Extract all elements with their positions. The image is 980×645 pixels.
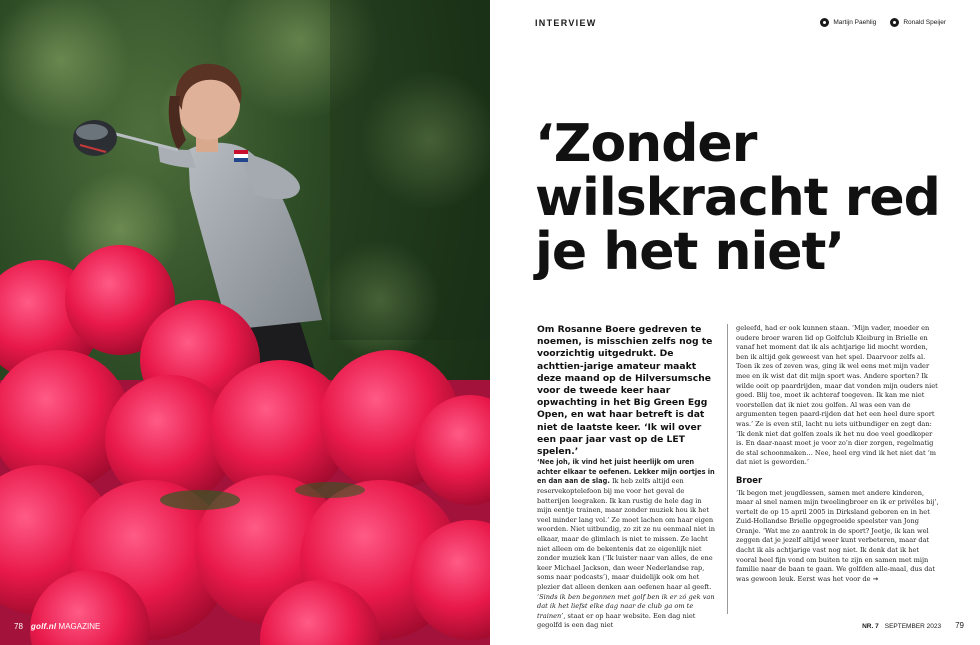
body-paragraph-right-2 [736, 489, 939, 585]
page-number-left: 78 [14, 622, 23, 631]
text-column-left [537, 324, 715, 631]
section-kicker: INTERVIEW [535, 18, 597, 28]
left-page-footer [14, 622, 100, 631]
body-paragraph-left [537, 458, 715, 631]
issue-number: NR. 7 [862, 623, 879, 630]
right-page-footer [862, 621, 964, 630]
article-credits [820, 18, 946, 27]
body-opening: ‘Nee joh, ik vind het juist heerlijk om uren achter elkaar te oefenen. Lekker mijn oortjes in en dan aan de slag. [537, 458, 715, 486]
body-text-right-2: ‘Ik begon met jeugdlessen, samen met andere kinderen, maar al snel namen mijn tweelingbroer en ik er privéles bij’, vertelt de op 15 april 2005 in Dirksland geboren en in het Zuid-Hollandse Brielle opgegroeide speelster van Jong Oranje. ‘Wat me zo aantrok in de sport? Jeetje, ik kan wel zeggen dat je jezelf altijd weer kunt verbeteren, maar dat dacht ik als achtjarige vast nog niet. Ik denk dat ik het vooral heel fijn vond om buiten te zijn en samen met mijn familie naar de baan te gaan. We golfden alle-maal, dus dat was gewoon leuk. Eerst was het voor de [736, 488, 939, 583]
credit-photographer [890, 18, 946, 27]
magazine-brand: golf.nl [30, 622, 57, 631]
website-quote: ‘Sinds ik ben begonnen met golf ben ik er zó gek van dat ik het liefst elke dag naar de club ga om te trainen’ [537, 592, 715, 620]
article-lead: Om Rosanne Boere gedreven te noemen, is misschien zelfs nog te voorzichtig uitgedrukt. De achttien-jarige amateur maakt deze maand op de Hilversumsche voor de tweede keer haar opwachting in het Big Green Egg Open, en wat haar betreft is dat niet de laatste keer. ‘Ik wil over een paar jaar vast op de LET spelen.’ [537, 324, 713, 458]
credit-writer [820, 18, 876, 27]
photographer-name: Ronald Speijer [903, 19, 946, 26]
body-text-end: , staat er op haar website. Een dag niet gegolfd is een dag niet [537, 611, 696, 630]
magazine-logo [31, 622, 100, 631]
text-column-right [727, 324, 939, 614]
page-number-right: 79 [955, 621, 964, 630]
camera-icon [890, 18, 899, 27]
magazine-label: MAGAZINE [58, 622, 101, 631]
body-text: Ik heb zelfs altijd een reservekoptelefoon bij me voor het geval de batterijen leegraken. Ik kan rustig de hele dag in mijn eentje trainen, maar zonder muziek hou ik het veel minder lang vol.’ Ze moet lachen om haar eigen woorden. Niet uitbundig, zo zit ze nu eenmaal niet in elkaar, maar de glimlach is niet te missen. Ze lacht niet alleen om de bekentenis dat ze eigenlijk niet zonder muziek kan (‘Ik luister naar van alles, de ene keer Michael Jackson, dan weer Nederlandse rap, soms naar podcasts’), maar duidelijk ook om het plezier dat alleen denken aan oefenen haar al geeft. [537, 477, 715, 591]
article-page [490, 0, 980, 645]
issue-date: SEPTEMBER 2023 [884, 623, 942, 630]
pen-icon [820, 18, 829, 27]
subheading: Broer [736, 474, 763, 485]
continue-arrow-icon: → [872, 574, 879, 583]
article-headline: ‘Zonder wilskracht red je het niet’ [535, 114, 940, 282]
body-paragraph-right-1: geleefd, had er ook kunnen staan. ‘Mijn vader, moeder en oudere broer waren lid op Golfclub Kleiburg in Brielle en vanaf het moment dat ik als achtjarige lid mocht worden, ben ik altijd gek geweest van het spel. Daarvoor zelfs al. Toen ik zes of zeven was, ging ik wel eens met mijn vader mee en ik wist dat dit mijn sport was. Andere sporten? Ik wilde ooit op paardrijden, maar dat vonden mijn ouders niet goed. Blij toe, moet ik achteraf toegeven. Ik kan me niet voorstellen dat ik niet zou golfen. Al was een van de argumenten tegen paard-rijden dat het een heel dure sport was.’ Ze is even stil, lacht nu iets uitbundiger en zegt dan: ‘Ik denk niet dat golfen zoals ik het nu doe veel goedkoper is. En daar-naast moet je voor zo’n dier zorgen, regelmatig de stal schoonmaken… Nee, heel erg vind ik het niet dat ’m dat niet is geworden.’ [736, 324, 938, 467]
writer-name: Martijn Paehlig [833, 19, 877, 26]
